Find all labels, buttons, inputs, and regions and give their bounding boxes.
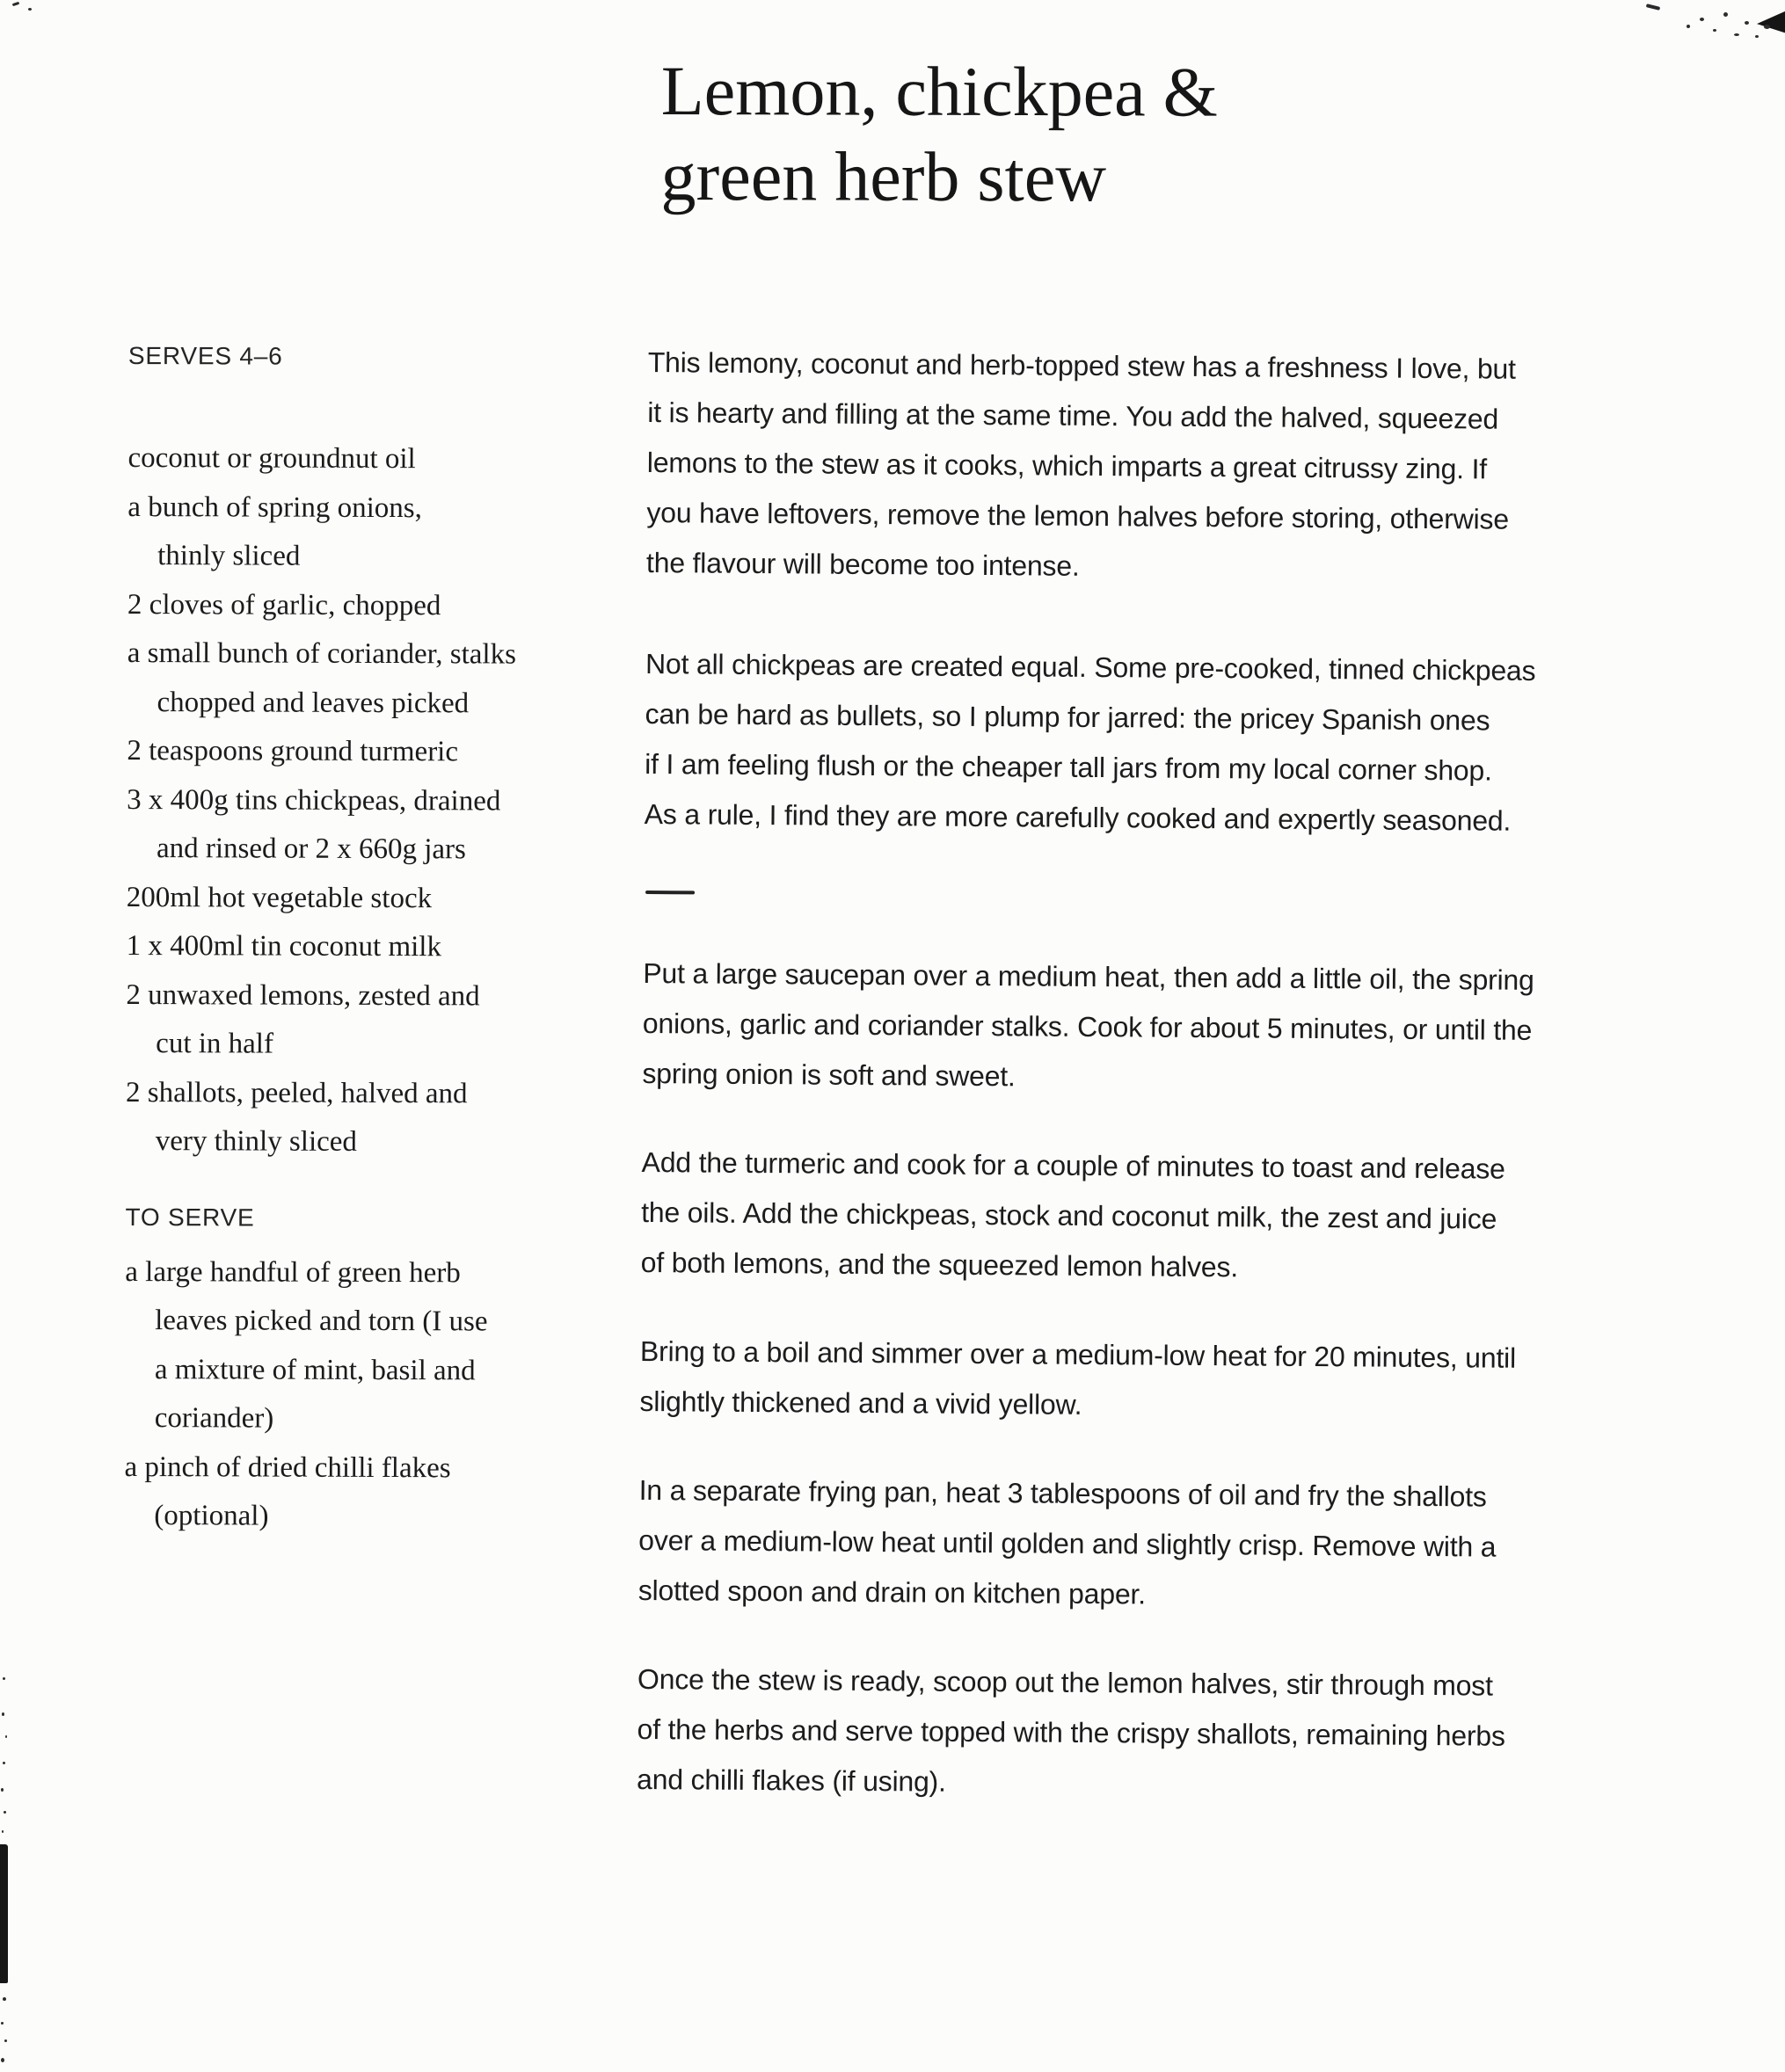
text-line: Not all chickpeas are created equal. Some pre-cooked, tinned chickpeas (645, 647, 1536, 687)
scan-speckle (1755, 35, 1759, 38)
scan-speckle (2, 1712, 4, 1716)
ingredient-line: 2 unwaxed lemons, zested and (126, 978, 480, 1012)
to-serve-label: TO SERVE (125, 1203, 255, 1232)
ingredient-line: a bunch of spring onions, (128, 491, 422, 524)
text-line: and chilli flakes (if using). (636, 1763, 946, 1798)
method-paragraph-5 (637, 1654, 1658, 1813)
ingredient-line: 2 cloves of garlic, chopped (127, 588, 441, 622)
intro-paragraph-2 (645, 639, 1666, 847)
text-line: As a rule, I find they are more carefully cooked and expertly seasoned. (644, 797, 1512, 837)
section-divider (645, 891, 695, 894)
ingredient-line: thinly sliced (157, 540, 301, 572)
text-line: Once the stew is ready, scoop out the lemon halves, stir through most (637, 1662, 1493, 1702)
text-line: of the herbs and serve topped with the crispy shallots, remaining herbs (637, 1712, 1505, 1752)
text-line: onions, garlic and coriander stalks. Cook for about 5 minutes, or until the (642, 1007, 1533, 1046)
ingredient-line: and rinsed or 2 x 660g jars (156, 832, 466, 866)
serves-label: SERVES 4–6 (128, 342, 283, 370)
scan-edge-bar (0, 1844, 8, 1983)
scan-speckle (1, 2022, 4, 2025)
method-paragraph-3 (639, 1327, 1660, 1435)
recipe-title-line2: green herb stew (660, 137, 1107, 217)
scan-speckle (5, 1735, 7, 1738)
ingredient-line: coconut or groundnut oil (128, 441, 416, 476)
text-line: spring onion is soft and sweet. (642, 1057, 1016, 1093)
recipe-title-line1: Lemon, chickpea & (660, 52, 1219, 132)
scan-speckle (1713, 29, 1716, 32)
text-line: of both lemons, and the squeezed lemon halves. (640, 1246, 1239, 1283)
to-serve-line: (optional) (154, 1500, 269, 1532)
text-line: if I am feeling flush or the cheaper tall jars from my local corner shop. (645, 747, 1492, 787)
ingredient-line: 2 shallots, peeled, halved and (125, 1076, 468, 1109)
ingredient-line: 200ml hot vegetable stock (126, 881, 433, 914)
ingredient-line: 1 x 400ml tin coconut milk (126, 929, 442, 963)
text-line: In a separate frying pan, heat 3 tablespoons of oil and fry the shallots (638, 1473, 1487, 1513)
method-paragraph-1 (642, 949, 1663, 1107)
scan-speckle (1687, 25, 1690, 28)
text-line: Put a large saucepan over a medium heat, then add a little oil, the spring (643, 956, 1534, 996)
to-serve-line: leaves picked and torn (I use (155, 1305, 488, 1338)
scan-speckle (1745, 21, 1749, 25)
scan-speckle (1700, 18, 1704, 21)
method-paragraph-4 (638, 1465, 1659, 1624)
text-line: slightly thickened and a vivid yellow. (639, 1385, 1082, 1421)
text-line: Bring to a boil and simmer over a medium-low heat for 20 minutes, until (639, 1334, 1517, 1374)
method-paragraph-2 (641, 1138, 1662, 1296)
ingredient-line: chopped and leaves picked (157, 686, 470, 719)
text-line: the flavour will become too intense. (645, 546, 1080, 582)
scan-speckle (1646, 4, 1660, 11)
text-line: slotted spoon and drain on kitchen paper. (638, 1574, 1147, 1610)
text-line: over a medium-low heat until golden and slightly crisp. Remove with a (638, 1523, 1497, 1563)
ingredient-line: 2 teaspoons ground turmeric (127, 734, 459, 768)
scan-speckle (1734, 33, 1739, 36)
ingredients-column (124, 341, 621, 1542)
text-line: can be hard as bullets, so I plump for jarred: the pricey Spanish ones (645, 697, 1490, 737)
scan-smudge (1757, 11, 1785, 33)
text-line: Add the turmeric and cook for a couple of minutes to toast and release (641, 1145, 1505, 1185)
scan-speckle (1764, 25, 1770, 29)
recipe-body-column (637, 338, 1668, 1851)
scan-speckle (2, 1830, 4, 1833)
recipe-title (660, 49, 1218, 222)
scan-speckle (3, 1997, 6, 2001)
intro-paragraph-1 (646, 338, 1668, 596)
scan-speckle (3, 1762, 5, 1764)
ingredient-line: a small bunch of coriander, stalks (127, 636, 517, 671)
ingredient-line: cut in half (156, 1028, 274, 1060)
to-serve-line: a large handful of green herb (125, 1255, 461, 1289)
scan-speckle (28, 8, 32, 11)
scan-speckle (1, 1788, 4, 1792)
scan-speckle (4, 1811, 6, 1814)
scan-speckle (3, 1677, 5, 1680)
text-line: This lemony, coconut and herb-topped stew has a freshness I love, but (647, 345, 1516, 385)
ingredients-list (126, 434, 621, 1167)
to-serve-line: coriander) (154, 1402, 274, 1435)
text-line: the oils. Add the chickpeas, stock and coconut milk, the zest and juice (641, 1196, 1497, 1235)
ingredient-line: very thinly sliced (155, 1125, 358, 1158)
text-line: it is hearty and filling at the same time. You add the halved, squeezed (647, 396, 1499, 435)
scan-speckle (1, 2058, 4, 2062)
text-line: you have leftovers, remove the lemon halves before storing, otherwise (646, 496, 1510, 535)
to-serve-line: a mixture of mint, basil and (154, 1353, 476, 1386)
ingredient-line: 3 x 400g tins chickpeas, drained (127, 783, 501, 817)
to-serve-line: a pinch of dried chilli flakes (124, 1450, 451, 1484)
text-line: lemons to the stew as it cooks, which imparts a great citrussy zing. If (646, 446, 1488, 485)
to-serve-list (124, 1247, 617, 1542)
scan-speckle (4, 2039, 7, 2042)
scan-speckle (12, 2, 20, 6)
scan-speckle (1723, 12, 1728, 17)
